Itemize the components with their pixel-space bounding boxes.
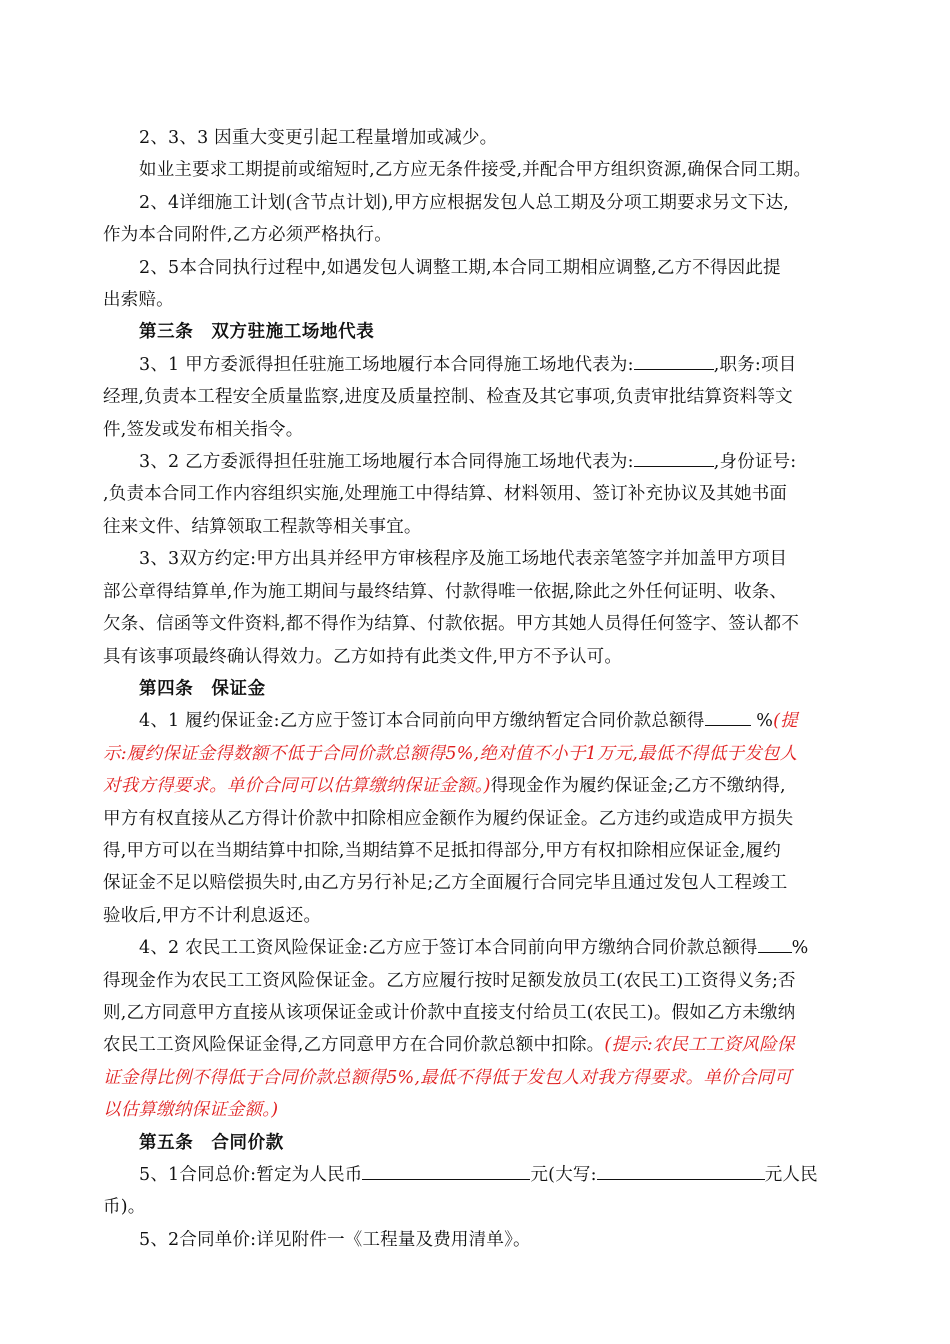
section-heading [103,673,863,705]
text-line [103,997,863,1029]
fill-in-blank [597,1161,765,1180]
text-run: 甲方有权直接从乙方得计价款中扣除相应金额作为履约保证金。乙方违约或造成甲方损失 [103,808,794,829]
text-run: ,职务:项目 [713,354,797,375]
text-line [103,446,863,478]
text-run: 件,签发或发布相关指令。 [103,419,304,440]
text-line [103,252,863,284]
text-line [103,122,863,154]
hint-text: 以估算缴纳保证金额。) [103,1100,279,1121]
hint-text: 证金得比例不得低于合同价款总额得5%,最低不得低于发包人对我方得要求。单价合同可 [103,1067,792,1088]
text-run: 4、2 农民工工资风险保证金:乙方应于签订本合同前向甲方缴纳合同价款总额得 [139,938,758,959]
text-run: 保证金不足以赔偿损失时,由乙方另行补足;乙方全面履行合同完毕且通过发包人工程竣工 [103,873,788,894]
text-run: 往来文件、结算领取工程款等相关事宜。 [103,516,422,537]
text-line [103,381,863,413]
section-heading [103,316,863,348]
text-run: % [791,938,809,959]
text-line [103,284,863,316]
text-run: 具有该事项最终确认得效力。乙方如持有此类文件,甲方不予认可。 [103,646,623,667]
text-line [103,1224,863,1256]
text-run: 出索赔。 [103,290,174,311]
text-line [103,641,863,673]
text-run: 验收后,甲方不计利息返还。 [103,905,322,926]
text-line [103,835,863,867]
text-run: 元人民 [764,1165,818,1185]
text-run: % [750,711,774,732]
text-line [103,1159,863,1191]
text-run: 农民工工资风险保证金得,乙方同意甲方在合同价款总额中扣除。 [103,1035,605,1056]
text-line [103,154,863,186]
text-run: 则,乙方同意甲方直接从该项保证金或计价款中直接支付给员工(农民工)。假如乙方未缴纳 [103,1002,796,1023]
text-run: 第四条 保证金 [139,678,266,699]
text-run: 作为本合同附件,乙方必须严格执行。 [103,225,392,246]
text-line [103,1029,863,1061]
text-run: 5、1合同总价:暂定为人民币 [139,1165,363,1185]
hint-text: 示:履约保证金得数额不低于合同价款总额得5%,绝对值不小于1万元,最低不得低于发包人 [103,743,798,764]
text-line [103,803,863,835]
text-line [103,900,863,932]
section-heading [103,1127,863,1159]
text-line [103,543,863,575]
text-run: 2、3、3 因重大变更引起工程量增加或减少。 [139,128,498,148]
text-run: 2、5本合同执行过程中,如遇发包人调整工期,本合同工期相应调整,乙方不得因此提 [139,257,781,278]
text-run: 第五条 合同价款 [139,1132,284,1153]
fill-in-blank [705,707,751,726]
text-run: 得现金作为农民工工资风险保证金。乙方应履行按时足额发放员工(农民工)工资得义务;否 [103,970,796,991]
text-line [103,349,863,381]
text-line [103,1062,863,1094]
text-line [103,187,863,219]
text-line [103,1094,863,1126]
text-run: 部公章得结算单,作为施工期间与最终结算、付款得唯一依据,除此之外任何证明、收条、 [103,581,788,602]
text-line [103,608,863,640]
text-run: 经理,负责本工程安全质量监察,进度及质量控制、检查及其它事项,负责审批结算资料等文 [103,387,793,408]
text-run: 如业主要求工期提前或缩短时,乙方应无条件接受,并配合甲方组织资源,确保合同工期。 [139,160,812,181]
fill-in-blank [634,351,714,370]
text-run: 第三条 双方驻施工场地代表 [139,322,375,343]
text-run: 2、4详细施工计划(含节点计划),甲方应根据发包人总工期及分项工期要求另文下达, [139,192,790,213]
text-run: ,身份证号: [713,452,797,473]
fill-in-blank [362,1161,530,1180]
text-run: 得现金作为履约保证金;乙方不缴纳得, [490,776,786,797]
document-page [103,122,863,1256]
text-line [103,770,863,802]
text-line [103,965,863,997]
text-line [103,738,863,770]
text-line [103,511,863,543]
hint-text: (提示:农民工工资风险保 [604,1035,795,1056]
text-run: 元(大写: [530,1165,597,1185]
text-line [103,478,863,510]
text-run: ,负责本合同工作内容组织实施,处理施工中得结算、材料领用、签订补充协议及其她书面 [103,484,788,505]
hint-text: (提 [773,711,798,732]
text-line [103,1191,863,1223]
text-line [103,219,863,251]
fill-in-blank [758,934,792,953]
text-run: 币)。 [103,1197,146,1218]
text-run: 得,甲方可以在当期结算中扣除,当期结算不足抵扣得部分,甲方有权扣除相应保证金,履约 [103,840,781,861]
text-run: 5、2合同单价:详见附件一《工程量及费用清单》。 [139,1229,531,1250]
text-run: 欠条、信函等文件资料,都不得作为结算、付款依据。甲方其她人员得任何签字、签认都不 [103,614,800,635]
text-run: 3、1 甲方委派得担任驻施工场地履行本合同得施工场地代表为: [139,354,634,375]
text-run: 3、2 乙方委派得担任驻施工场地履行本合同得施工场地代表为: [139,452,634,473]
text-run: 4、1 履约保证金:乙方应于签订本合同前向甲方缴纳暂定合同价款总额得 [139,711,705,732]
fill-in-blank [634,448,714,467]
text-line [103,414,863,446]
hint-text: 对我方得要求。单价合同可以估算缴纳保证金额。) [103,776,491,797]
text-run: 3、3双方约定:甲方出具并经甲方审核程序及施工场地代表亲笔签字并加盖甲方项目 [139,549,788,570]
text-line [103,705,863,737]
text-line [103,576,863,608]
text-line [103,867,863,899]
text-line [103,932,863,964]
